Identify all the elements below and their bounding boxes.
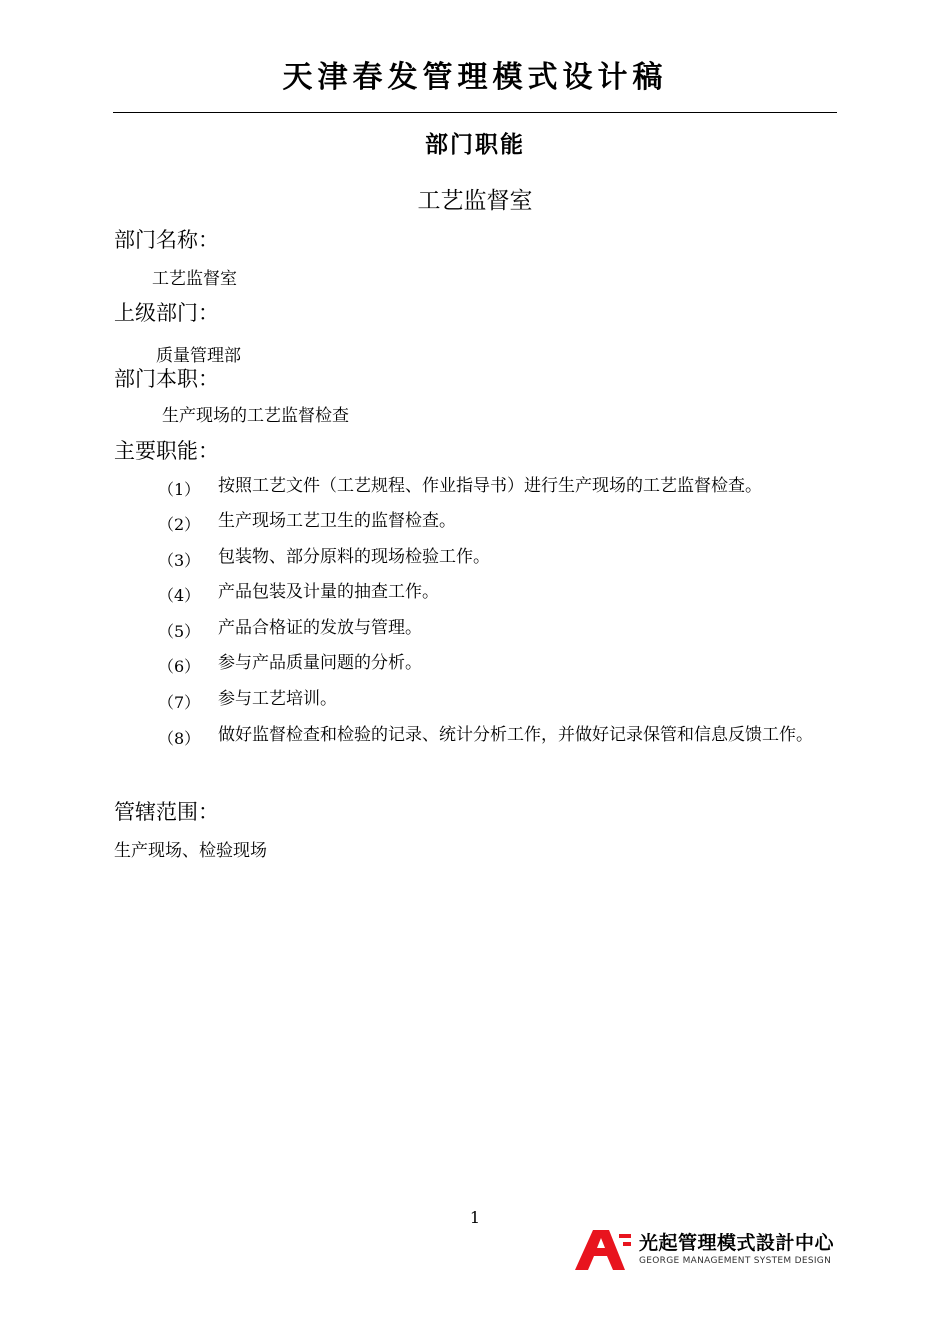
function-number: （2） [158, 515, 201, 534]
parent-department-value: 质量管理部 [156, 346, 241, 366]
function-number: （7） [158, 693, 201, 712]
department-name-label: 部门名称： [114, 228, 219, 252]
function-item: 包装物、部分原料的现场检验工作。 [218, 547, 490, 567]
function-number: （1） [158, 480, 201, 499]
page-number: 1 [469, 1208, 481, 1227]
function-item: 生产现场工艺卫生的监督检查。 [218, 511, 456, 531]
function-item: 参与产品质量问题的分析。 [218, 653, 422, 673]
main-functions-label: 主要职能： [114, 439, 219, 463]
function-number: （3） [158, 551, 201, 570]
department-duty-label: 部门本职： [114, 367, 219, 391]
function-item: 产品合格证的发放与管理。 [218, 618, 422, 638]
company-logo [573, 1226, 843, 1272]
logo-chinese-text: 光起管理模式設計中心 [639, 1232, 835, 1254]
department-duty-value: 生产现场的工艺监督检查 [162, 406, 349, 426]
function-number: （4） [158, 586, 201, 605]
function-item: 产品包装及计量的抽查工作。 [218, 582, 439, 602]
function-item: 做好监督检查和检验的记录、统计分析工作，并做好记录保管和信息反馈工作。 [218, 725, 813, 745]
department-name-value: 工艺监督室 [152, 269, 237, 289]
function-number: （8） [158, 729, 201, 748]
function-item: 按照工艺文件（工艺规程、作业指导书）进行生产现场的工艺监督检查。 [218, 476, 762, 496]
function-number: （6） [158, 657, 201, 676]
jurisdiction-value: 生产现场、检验现场 [114, 841, 267, 861]
parent-department-label: 上级部门： [114, 301, 219, 325]
logo-english-text: GEORGE MANAGEMENT SYSTEM DESIGN [639, 1256, 832, 1266]
jurisdiction-label: 管辖范围： [114, 800, 219, 824]
red-letter-a-logo-icon [573, 1228, 633, 1270]
document-header: 天津春发管理模式设计稿 [282, 60, 668, 95]
section-title: 部门职能 [425, 132, 525, 158]
department-title: 工艺监督室 [417, 188, 533, 214]
function-number: （5） [158, 622, 201, 641]
function-item: 参与工艺培训。 [218, 689, 337, 709]
header-divider [113, 112, 837, 113]
